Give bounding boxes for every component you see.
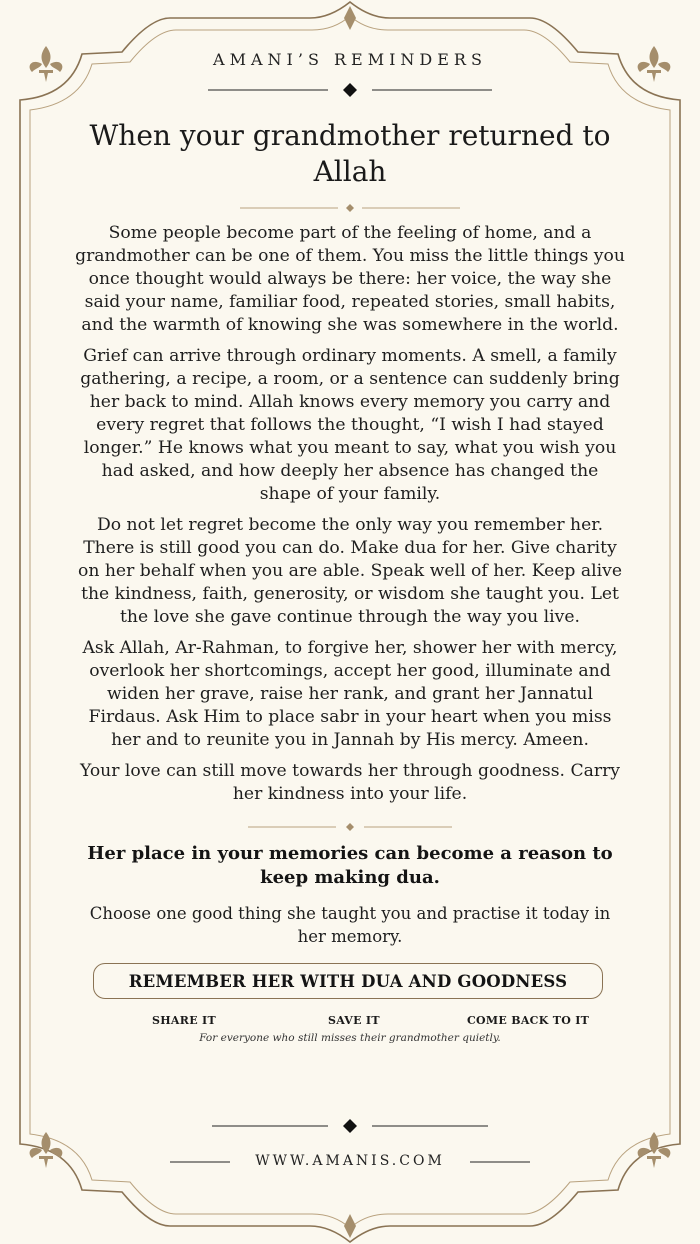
diamond-icon bbox=[346, 204, 354, 212]
diamond-icon bbox=[346, 823, 354, 831]
message-body bbox=[74, 222, 626, 814]
footer-divider bbox=[200, 1116, 500, 1136]
diamond-icon bbox=[343, 83, 357, 97]
paragraph: Your love can still move towards her through goodness. Carry her kindness into your life. bbox=[79, 761, 621, 804]
paragraph: Ask Allah, Ar-Rahman, to forgive her, shower her with mercy, overlook her shortcomings, accept her good, illuminate and widen her grave, raise her rank, and grant her Jannatul Firdaus. Ask Him to place sabr in your heart when you miss her and to reunite you in Jannah by His mercy. Ameen. bbox=[82, 638, 618, 750]
come-back-action[interactable]: COME BACK TO IT bbox=[467, 1014, 590, 1027]
cta-button[interactable] bbox=[93, 963, 603, 999]
share-action[interactable]: SHARE IT bbox=[152, 1014, 216, 1027]
diamond-icon bbox=[344, 6, 356, 30]
cta-label: REMEMBER HER WITH DUA AND GOODNESS bbox=[128, 971, 568, 991]
paragraph: Some people become part of the feeling of home, and a grandmother can be one of them. You miss the little things you once thought would always be there: her voice, the way she said your name, familiar food, repeated stories, small habits, and the warmth of knowing she was somewhere in the world. bbox=[75, 223, 625, 335]
diamond-icon bbox=[343, 1119, 357, 1133]
highlight-message: Her place in your memories can become a reason to keep making dua. bbox=[87, 843, 613, 888]
brand-title: AMANI’S REMINDERS bbox=[213, 50, 487, 69]
page-title: When your grandmother returned to Allah bbox=[89, 119, 611, 188]
section-divider bbox=[230, 821, 470, 833]
action-suggestion: Choose one good thing she taught you and practise it today in her memory. bbox=[89, 904, 611, 946]
save-action[interactable]: SAVE IT bbox=[328, 1014, 380, 1027]
title-divider bbox=[230, 202, 470, 214]
paragraph: Do not let regret become the only way you remember her. There is still good you can do. Make dua for her. Give charity on her behalf when you are able. Speak well of her. Keep alive the kindness, faith, generosity, or wisdom she taught you. Let the love she gave continue through the way you live. bbox=[77, 515, 623, 627]
tagline: For everyone who still misses their grandmother quietly. bbox=[199, 1032, 501, 1044]
website-url[interactable]: WWW.AMANIS.COM bbox=[255, 1153, 445, 1169]
diamond-icon bbox=[344, 1214, 356, 1238]
paragraph: Grief can arrive through ordinary moments. A smell, a family gathering, a recipe, a room, or a sentence can suddenly bring her back to mind. Allah knows every memory you carry and every regret that follows the thought, “I wish I had stayed longer.” He knows what you meant to say, what you wish you had asked, and how deeply her absence has changed the shape of your family. bbox=[80, 346, 620, 504]
header-divider bbox=[200, 80, 500, 100]
